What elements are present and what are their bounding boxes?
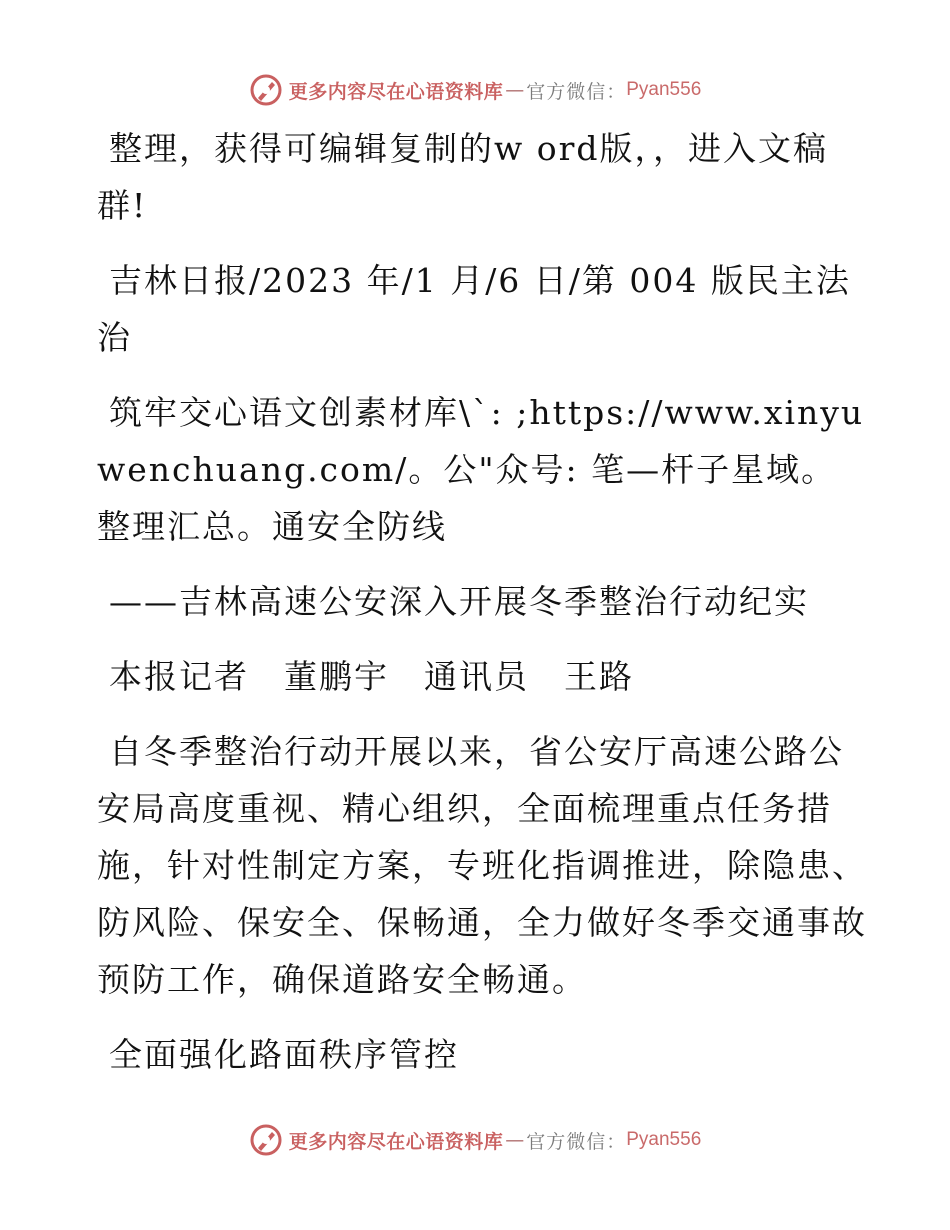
watermark-sub-text: 官方微信： <box>526 1130 627 1153</box>
paragraph-section-heading: 全面强化路面秩序管控 <box>109 1035 459 1074</box>
watermark-dash: — <box>505 79 525 101</box>
watermark-id-text: Pyan556 <box>626 79 702 100</box>
paragraph-intro: 整理，获得可编辑复制的w ord版，，进入文稿群! <box>97 129 829 225</box>
watermark-dash: — <box>505 1129 525 1151</box>
paragraph-subheadline: ——吉林高速公安深入开展冬季整治行动纪实 <box>109 582 809 621</box>
paragraph-byline: 本报记者 董鹏宇 通讯员 王路 <box>109 657 634 696</box>
paragraph-lead: 自冬季整治行动开展以来，省公安厅高速公路公安局高度重视、精心组织，全面梳理重点任务措施，针对性制定方案，专班化指调推进，除隐患、防风险、保安全、保畅通，全力做好冬季交通事故预防工作，确保道路安全畅通。 <box>97 732 867 999</box>
watermark-id-text: Pyan556 <box>626 1129 702 1150</box>
header-watermark <box>0 70 950 110</box>
paragraph-headline: 筑牢交心语文创素材库\`: ;https://www.xinyuwenchuang.com/。公"众号: 笔—杆子星域。整理汇总。通安全防线 <box>97 393 865 546</box>
document-body <box>97 120 867 1101</box>
pen-logo-icon <box>249 73 283 107</box>
footer-watermark <box>0 1120 950 1160</box>
pen-logo-icon <box>249 1123 283 1157</box>
watermark-main-text: 更多内容尽在心语资料库 <box>288 1130 504 1153</box>
watermark-main-text: 更多内容尽在心语资料库 <box>288 80 504 103</box>
watermark-sub-text: 官方微信： <box>526 80 627 103</box>
paragraph-source: 吉林日报/2023 年/1 月/6 日/第 004 版民主法治 <box>97 261 851 357</box>
